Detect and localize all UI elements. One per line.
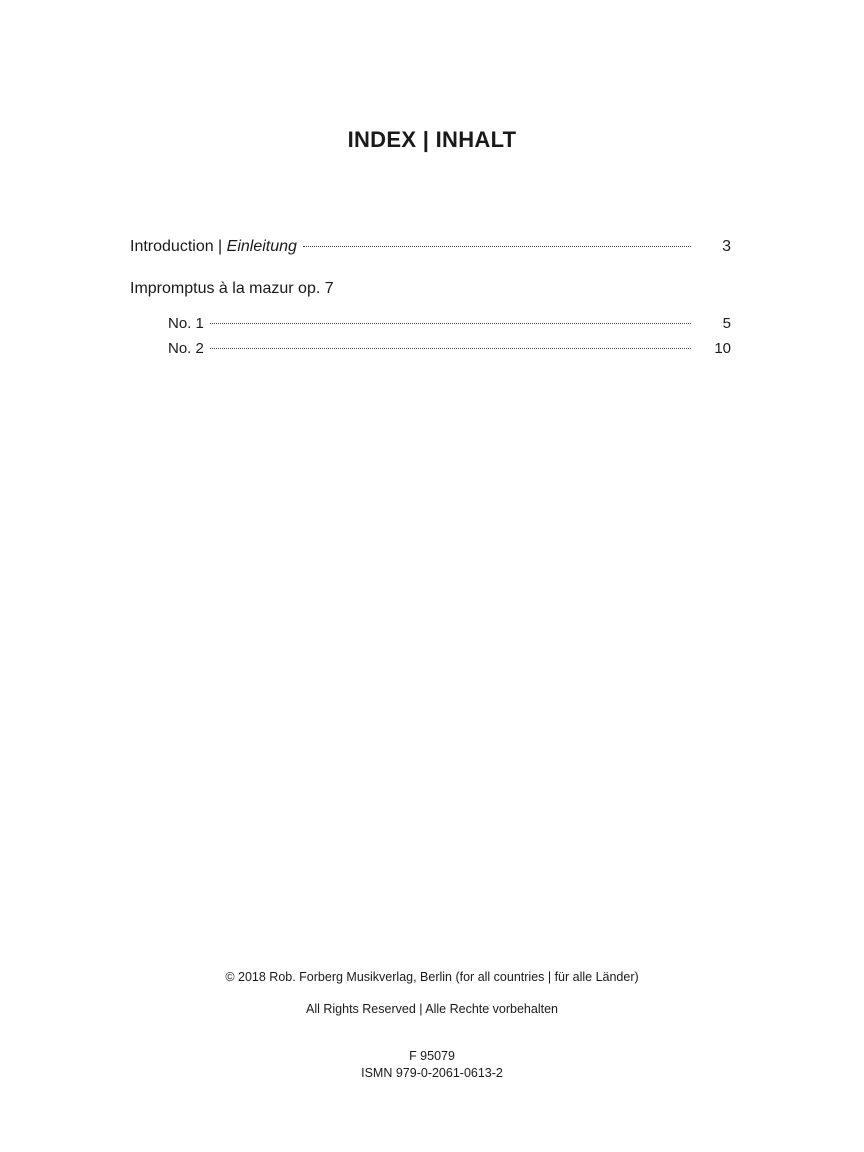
dot-leader xyxy=(303,246,691,247)
rights-line: All Rights Reserved | Alle Rechte vorbehalten xyxy=(306,1002,558,1016)
toc-entry-label-italic: Einleitung xyxy=(226,238,297,255)
toc-page-number: 5 xyxy=(722,315,731,332)
catalog-number: F 95079 xyxy=(409,1049,455,1063)
toc-entry-label-text: Introduction | xyxy=(130,238,227,255)
toc-page-number: 3 xyxy=(722,238,731,255)
toc-page-number: 10 xyxy=(714,340,731,357)
ismn-number: ISMN 979-0-2061-0613-2 xyxy=(361,1066,503,1080)
toc-entry-label xyxy=(130,237,297,257)
toc-section-heading: Impromptus à la mazur op. 7 xyxy=(130,280,334,297)
dot-leader xyxy=(210,323,691,324)
dot-leader xyxy=(210,348,691,349)
toc-entry-no-1 xyxy=(168,314,731,334)
toc-entry-label: No. 2 xyxy=(168,340,204,357)
toc-entry-label: No. 1 xyxy=(168,315,204,332)
page-title: INDEX | INHALT xyxy=(347,127,517,152)
copyright-line: © 2018 Rob. Forberg Musikverlag, Berlin (for all countries | für alle Länder) xyxy=(225,970,639,984)
toc-entry-introduction xyxy=(130,237,731,257)
toc-entry-no-2 xyxy=(168,339,731,359)
